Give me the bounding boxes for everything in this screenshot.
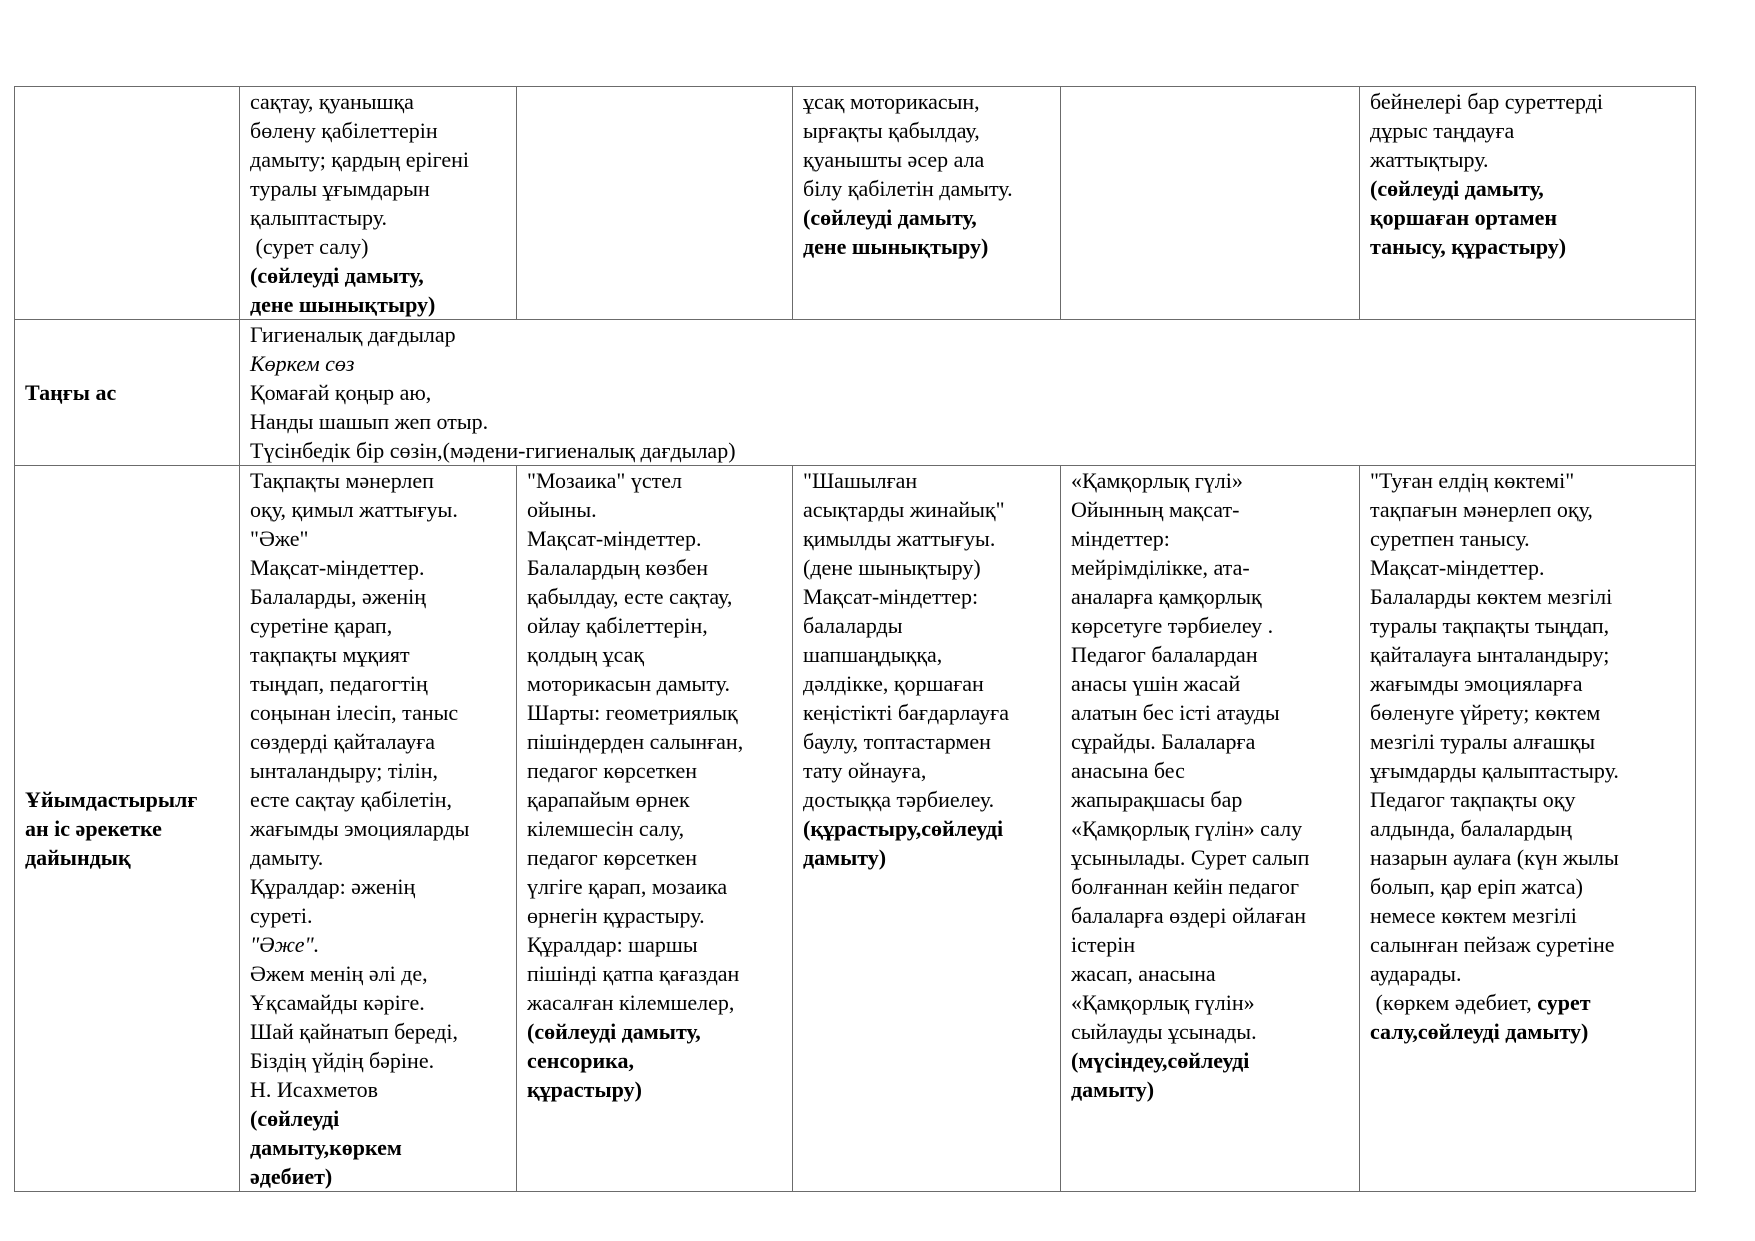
cell-line: аналарға қамқорлық bbox=[1071, 584, 1262, 609]
cell-line: Шай қайнатып береді, bbox=[250, 1019, 459, 1044]
cell-line: қалыптастыру. bbox=[250, 205, 387, 230]
cell-line: асықтарды жинайық" bbox=[803, 497, 1005, 522]
cell-line: пішіндерден салынған, bbox=[527, 729, 744, 754]
cell-line: туралы тақпақты тыңдап, bbox=[1370, 613, 1610, 638]
cell-line: танысу, құрастыру) bbox=[1370, 234, 1567, 259]
cell-line: моторикасын дамыту. bbox=[527, 671, 730, 696]
cell-line: оқу, қимыл жаттығуы. bbox=[250, 497, 458, 522]
cell-line: салынған пейзаж суретіне bbox=[1370, 932, 1615, 957]
cell-line: алдында, балалардың bbox=[1370, 816, 1572, 841]
cell-line: Ұқсамайды кәріге. bbox=[250, 990, 425, 1015]
table-cell bbox=[240, 466, 517, 1192]
cell-line: Балаларды, әженің bbox=[250, 584, 427, 609]
cell-line: дене шынықтыру) bbox=[803, 234, 989, 259]
cell-line: дамыту) bbox=[803, 845, 887, 870]
cell-line: Балалардың көзбен bbox=[527, 555, 709, 580]
table-row bbox=[15, 320, 1696, 466]
cell-line: "Әже" bbox=[250, 526, 309, 551]
cell-line: анасы үшін жасай bbox=[1071, 671, 1241, 696]
cell-line: дамыту,көркем bbox=[250, 1135, 402, 1160]
cell-line: есте сақтау қабілетін, bbox=[250, 787, 452, 812]
cell-line: Көркем сөз bbox=[250, 351, 355, 376]
table-cell bbox=[793, 466, 1061, 1192]
cell-line: тақпақты мұқият bbox=[250, 642, 410, 667]
cell-line: қайталауға ынталандыру; bbox=[1370, 642, 1610, 667]
cell-line: жасалған кілемшелер, bbox=[527, 990, 735, 1015]
cell-line: (сурет салу) bbox=[250, 234, 369, 259]
cell-line: (дене шынықтыру) bbox=[803, 555, 981, 580]
cell-line: назарын аулаға (күн жылы bbox=[1370, 845, 1619, 870]
cell-line: ойыны. bbox=[527, 497, 597, 522]
table-cell bbox=[1360, 466, 1696, 1192]
cell-line: ойлау қабілеттерін, bbox=[527, 613, 708, 638]
cell-line: «Қамқорлық гүлін» bbox=[1071, 990, 1255, 1015]
cell-line: қоршаған ортамен bbox=[1370, 205, 1558, 230]
cell-line: істерін bbox=[1071, 932, 1136, 957]
cell-line: анасына бес bbox=[1071, 758, 1185, 783]
merged-cell bbox=[240, 320, 1696, 466]
cell-line: «Қамқорлық гүлі» bbox=[1071, 468, 1243, 493]
lesson-plan-table bbox=[14, 86, 1696, 1192]
cell-line: суреті. bbox=[250, 903, 313, 928]
cell-line: (сөйлеуді дамыту, bbox=[527, 1019, 701, 1044]
cell-line: (құрастыру,сөйлеуді bbox=[803, 816, 1004, 841]
cell-line: сыйлауды ұсынады. bbox=[1071, 1019, 1257, 1044]
cell-line: алатын бес істі атауды bbox=[1071, 700, 1280, 725]
cell-line: (сөйлеуді дамыту, bbox=[803, 205, 977, 230]
cell-line: Мақсат-міндеттер. bbox=[250, 555, 425, 580]
cell-line: достыққа тәрбиелеу. bbox=[803, 787, 995, 812]
cell-line: туралы ұғымдарын bbox=[250, 176, 430, 201]
cell-line: тақпағын мәнерлеп оқу, bbox=[1370, 497, 1593, 522]
cell-line: "Әже". bbox=[250, 932, 320, 957]
cell-line: дамыту) bbox=[1071, 1077, 1155, 1102]
row-label-cell bbox=[15, 320, 240, 466]
cell-line: қарапайым өрнек bbox=[527, 787, 690, 812]
cell-line: мезгілі туралы алғашқы bbox=[1370, 729, 1596, 754]
cell-line: (сөйлеуді дамыту, bbox=[1370, 176, 1544, 201]
row-label-cell bbox=[15, 466, 240, 1192]
cell-line: Түсінбедік бір сөзін,(мәдени-гигиеналық дағдылар) bbox=[250, 438, 736, 463]
cell-line: Педагог балалардан bbox=[1071, 642, 1258, 667]
cell-line: немесе көктем мезгілі bbox=[1370, 903, 1577, 928]
cell-line: ырғақты қабылдау, bbox=[803, 118, 980, 143]
cell-line: сенсорика, bbox=[527, 1048, 634, 1073]
cell-line: «Қамқорлық гүлін» салу bbox=[1071, 816, 1303, 841]
table-cell bbox=[240, 87, 517, 320]
cell-line: көрсетуге тәрбиелеу . bbox=[1071, 613, 1274, 638]
row-label-cell bbox=[15, 87, 240, 320]
cell-line: сақтау, қуанышқа bbox=[250, 89, 414, 114]
row-label-line: дайындық bbox=[25, 845, 131, 870]
cell-line: тату ойнауға, bbox=[803, 758, 927, 783]
table-row bbox=[15, 466, 1696, 1192]
cell-line: міндеттер: bbox=[1071, 526, 1170, 551]
cell-line: дәлдікке, қоршаған bbox=[803, 671, 984, 696]
cell-line: ұсынылады. Сурет салып bbox=[1071, 845, 1310, 870]
row-label: Таңғы ас bbox=[25, 380, 117, 405]
cell-line: бөлену қабілеттерін bbox=[250, 118, 438, 143]
cell-line: педагог көрсеткен bbox=[527, 845, 697, 870]
cell-line: балаларды bbox=[803, 613, 903, 638]
cell-line: соңынан ілесіп, таныс bbox=[250, 700, 459, 725]
cell-line: Әжем менің әлі де, bbox=[250, 961, 428, 986]
cell-line: мейрімділікке, ата- bbox=[1071, 555, 1250, 580]
cell-line: қолдың ұсақ bbox=[527, 642, 645, 667]
cell-line: Құралдар: шаршы bbox=[527, 932, 698, 957]
cell-line: "Шашылған bbox=[803, 468, 918, 493]
cell-line: Педагог тақпақты оқу bbox=[1370, 787, 1576, 812]
cell-line: (сөйлеуді bbox=[250, 1106, 340, 1131]
cell-line: болғаннан кейін педагог bbox=[1071, 874, 1300, 899]
cell-line: қимылды жаттығуы. bbox=[803, 526, 996, 551]
cell-line: Н. Исахметов bbox=[250, 1077, 378, 1102]
cell-line: Нанды шашып жеп отыр. bbox=[250, 409, 489, 434]
row-label-line: Ұйымдастырылғ bbox=[25, 787, 198, 812]
cell-line: Тақпақты мәнерлеп bbox=[250, 468, 434, 493]
cell-line: дұрыс таңдауға bbox=[1370, 118, 1515, 143]
table-row bbox=[15, 87, 1696, 320]
cell-line: балаларға өздері ойлаған bbox=[1071, 903, 1307, 928]
cell-line: (сөйлеуді дамыту, bbox=[250, 263, 424, 288]
cell-line: болып, қар еріп жатса) bbox=[1370, 874, 1583, 899]
cell-line: "Мозаика" үстел bbox=[527, 468, 682, 493]
cell-line: ұсақ моторикасын, bbox=[803, 89, 980, 114]
cell-line: Мақсат-міндеттер: bbox=[803, 584, 979, 609]
cell-line: Қомағай қоңыр аю, bbox=[250, 380, 432, 405]
cell-line: сұрайды. Балаларға bbox=[1071, 729, 1256, 754]
cell-line: кілемшесін салу, bbox=[527, 816, 685, 841]
cell-line: салу,сөйлеуді дамыту) bbox=[1370, 1019, 1589, 1044]
cell-line: сөздерді қайталауға bbox=[250, 729, 436, 754]
table-cell bbox=[1061, 466, 1360, 1192]
cell-line: жағымды эмоцияларды bbox=[250, 816, 470, 841]
row-label-line: ан іс әрекетке bbox=[25, 816, 162, 841]
cell-line: Біздің үйдің бәріне. bbox=[250, 1048, 435, 1073]
cell-line: Гигиеналық дағдылар bbox=[250, 322, 456, 347]
cell-line: "Туған елдің көктемі" bbox=[1370, 468, 1575, 493]
cell-line: бейнелері бар суреттерді bbox=[1370, 89, 1604, 114]
table-body bbox=[15, 87, 1696, 1192]
cell-line: шапшаңдыққа, bbox=[803, 642, 943, 667]
cell-line: кеңістікті бағдарлауға bbox=[803, 700, 1009, 725]
cell-line: дамыту; қардың ерігені bbox=[250, 147, 469, 172]
cell-line: дене шынықтыру) bbox=[250, 292, 436, 317]
cell-line: үлгіге қарап, мозаика bbox=[527, 874, 728, 899]
cell-line: ынталандыру; тілін, bbox=[250, 758, 439, 783]
cell-line: өрнегін құрастыру. bbox=[527, 903, 705, 928]
cell-line: құрастыру) bbox=[527, 1077, 642, 1102]
cell-line: Мақсат-міндеттер. bbox=[1370, 555, 1545, 580]
cell-line: ұғымдарды қалыптастыру. bbox=[1370, 758, 1619, 783]
table-cell bbox=[793, 87, 1061, 320]
cell-line: педагог көрсеткен bbox=[527, 758, 697, 783]
cell-line: білу қабілетін дамыту. bbox=[803, 176, 1013, 201]
cell-line: суретіне қарап, bbox=[250, 613, 393, 638]
table-cell bbox=[517, 87, 793, 320]
cell-line: баулу, топтастармен bbox=[803, 729, 991, 754]
cell-line: тыңдап, педагогтің bbox=[250, 671, 428, 696]
cell-line: жаттықтыру. bbox=[1370, 147, 1489, 172]
cell-line: жапырақшасы бар bbox=[1071, 787, 1243, 812]
table-cell bbox=[1061, 87, 1360, 320]
cell-line: қуанышты әсер ала bbox=[803, 147, 985, 172]
cell-line: бөленуге үйрету; көктем bbox=[1370, 700, 1601, 725]
cell-line: жағымды эмоцияларға bbox=[1370, 671, 1583, 696]
cell-line: қабылдау, есте сақтау, bbox=[527, 584, 733, 609]
cell-line: Құралдар: әженің bbox=[250, 874, 416, 899]
table-cell bbox=[517, 466, 793, 1192]
cell-line: Мақсат-міндеттер. bbox=[527, 526, 702, 551]
cell-line: пішінді қатпа қағаздан bbox=[527, 961, 740, 986]
cell-line: (көркем әдебиет, сурет bbox=[1370, 990, 1591, 1015]
cell-line: суретпен танысу. bbox=[1370, 526, 1530, 551]
cell-line: Балаларды көктем мезгілі bbox=[1370, 584, 1613, 609]
cell-line: жасап, анасына bbox=[1071, 961, 1216, 986]
cell-line: аударады. bbox=[1370, 961, 1462, 986]
cell-line: Шарты: геометриялық bbox=[527, 700, 738, 725]
cell-line: дамыту. bbox=[250, 845, 324, 870]
cell-line: әдебиет) bbox=[250, 1164, 333, 1189]
table-cell bbox=[1360, 87, 1696, 320]
cell-line: Ойынның мақсат- bbox=[1071, 497, 1240, 522]
cell-line: (мүсіндеу,сөйлеуді bbox=[1071, 1048, 1250, 1073]
